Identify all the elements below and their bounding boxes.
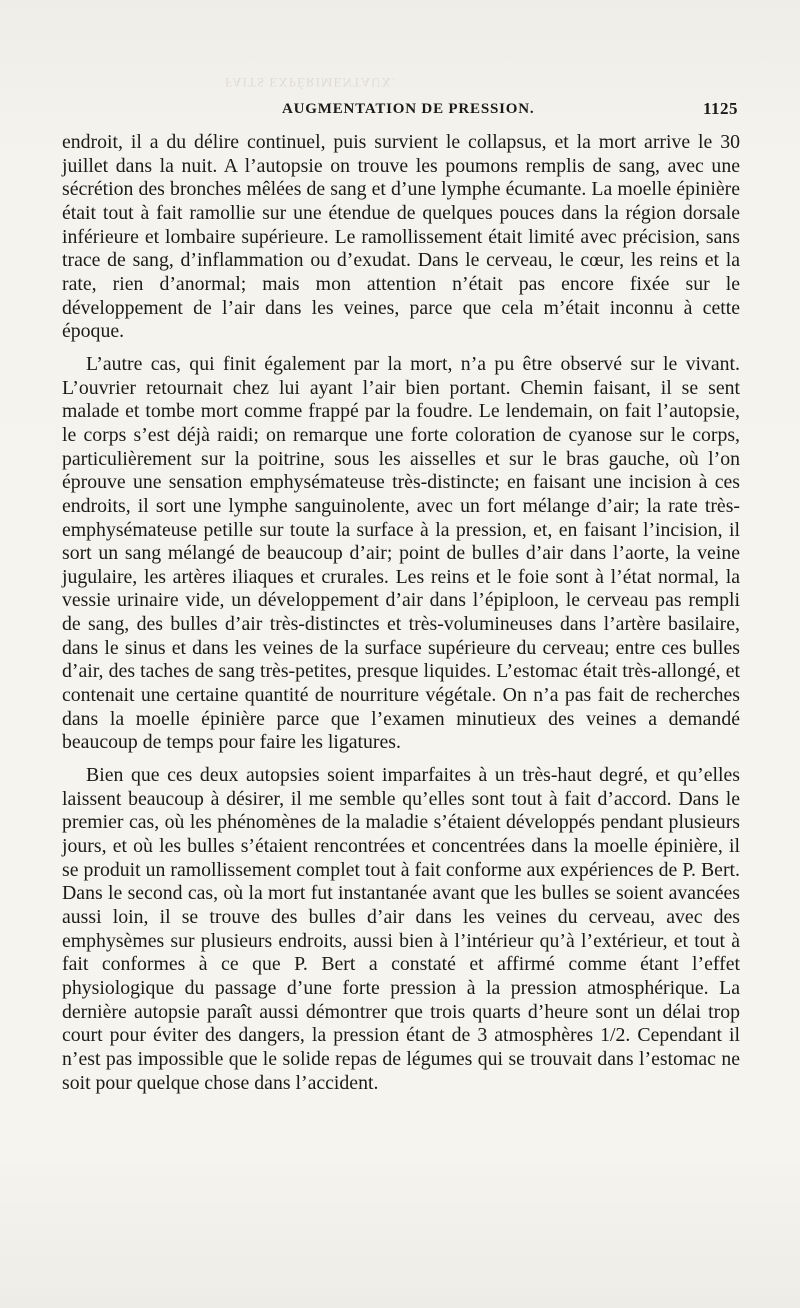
page-number: 1125 bbox=[702, 99, 738, 118]
bleed-through-text: FAITS EXPÉRIMENTAUX. bbox=[225, 75, 397, 90]
paragraph-conclusion: Bien que ces deux autopsies soient imparfaites à un très-haut degré, et qu’elles laissent beaucoup à désirer, il me semble qu’elles sont tout à fait d’accord. Dans le premier cas, où les phénomènes de la maladie s’étaient développés pendant plusieurs jours, et où les bulles s’étaient rencontrées et concentrées dans la moelle épinière, il se produit un ramollissement complet tout à fait conforme aux expériences de P. Bert. Dans le second cas, où la mort fut instantanée avant que les bulles se soient avancées aussi loin, il se trouve des bulles d’air dans les veines du cerveau, avec des emphysèmes sur plusieurs endroits, aussi bien à l’intérieur qu’à l’extérieur, et tout à fait conformes à ce que P. Bert a constaté et affirmé comme étant l’effet physiologique du passage d’une forte pression à la pression atmosphérique. La dernière autopsie paraît aussi démontrer que trois quarts d’heure sont un délai trop court pour éviter des dangers, la pression étant de 3 atmosphères 1/2. Cependant il n’est pas impossible que le solide repas de légumes qui se trouvait dans l’estomac ne soit pour quelque chose dans l’accident. bbox=[62, 764, 740, 1094]
body-text bbox=[62, 131, 740, 1095]
running-head bbox=[62, 98, 738, 122]
running-title: AUGMENTATION DE PRESSION. bbox=[282, 101, 535, 117]
paragraph-second-case: L’autre cas, qui finit également par la mort, n’a pu être observé sur le vivant. L’ouvrier retournait chez lui ayant l’air bien portant. Chemin faisant, il se sent malade et tombe mort comme frappé par la foudre. Le lendemain, on fait l’autopsie, le corps s’est déjà raidi; on remarque une forte coloration de cyanose sur le corps, particulièrement sur la poitrine, sous les aisselles et sur le bras gauche, où l’on éprouve une sensation emphysémateuse très-distincte; en faisant une incision à ces endroits, il sort une lymphe sanguinolente, avec un fort mélange d’air; la rate très-emphysémateuse petille sur toute la surface à la pression, et, en faisant l’incision, il sort un sang mélangé de beaucoup d’air; point de bulles d’air dans l’aorte, la veine jugulaire, les artères iliaques et crurales. Les reins et le foie sont à l’état normal, la vessie urinaire vide, un développement d’air dans l’épiploon, le cerveau pas rempli de sang, des bulles d’air très-distinctes et très-volumineuses dans l’artère basilaire, dans le sinus et dans les veines de la surface supérieure du cerveau; entre ces bulles d’air, des taches de sang très-petites, presque liquides. L’estomac était très-allongé, et contenait une certaine quantité de nourriture végétale. On n’a pas fait de recherches dans la moelle épinière parce que l’examen minutieux des veines a demandé beaucoup de temps pour faire les ligatures. bbox=[62, 352, 740, 754]
paragraph-continuation: endroit, il a du délire continuel, puis survient le collapsus, et la mort arrive le 30 juillet dans la nuit. A l’autopsie on trouve les poumons remplis de sang, avec une sécrétion des bronches mêlées de sang et d’une lymphe écumante. La moelle épinière était tout à fait ramollie sur une étendue de quelques pouces dans la région dorsale inférieure et lombaire supérieure. Le ramollissement était limité avec précision, sans trace de sang, d’inflammation ou d’exudat. Dans le cerveau, le cœur, les reins et la rate, rien d’anormal; mais mon attention n’était pas encore fixée sur le développement de l’air dans les veines, parce que cela m’était inconnu à cette époque. bbox=[62, 131, 740, 343]
